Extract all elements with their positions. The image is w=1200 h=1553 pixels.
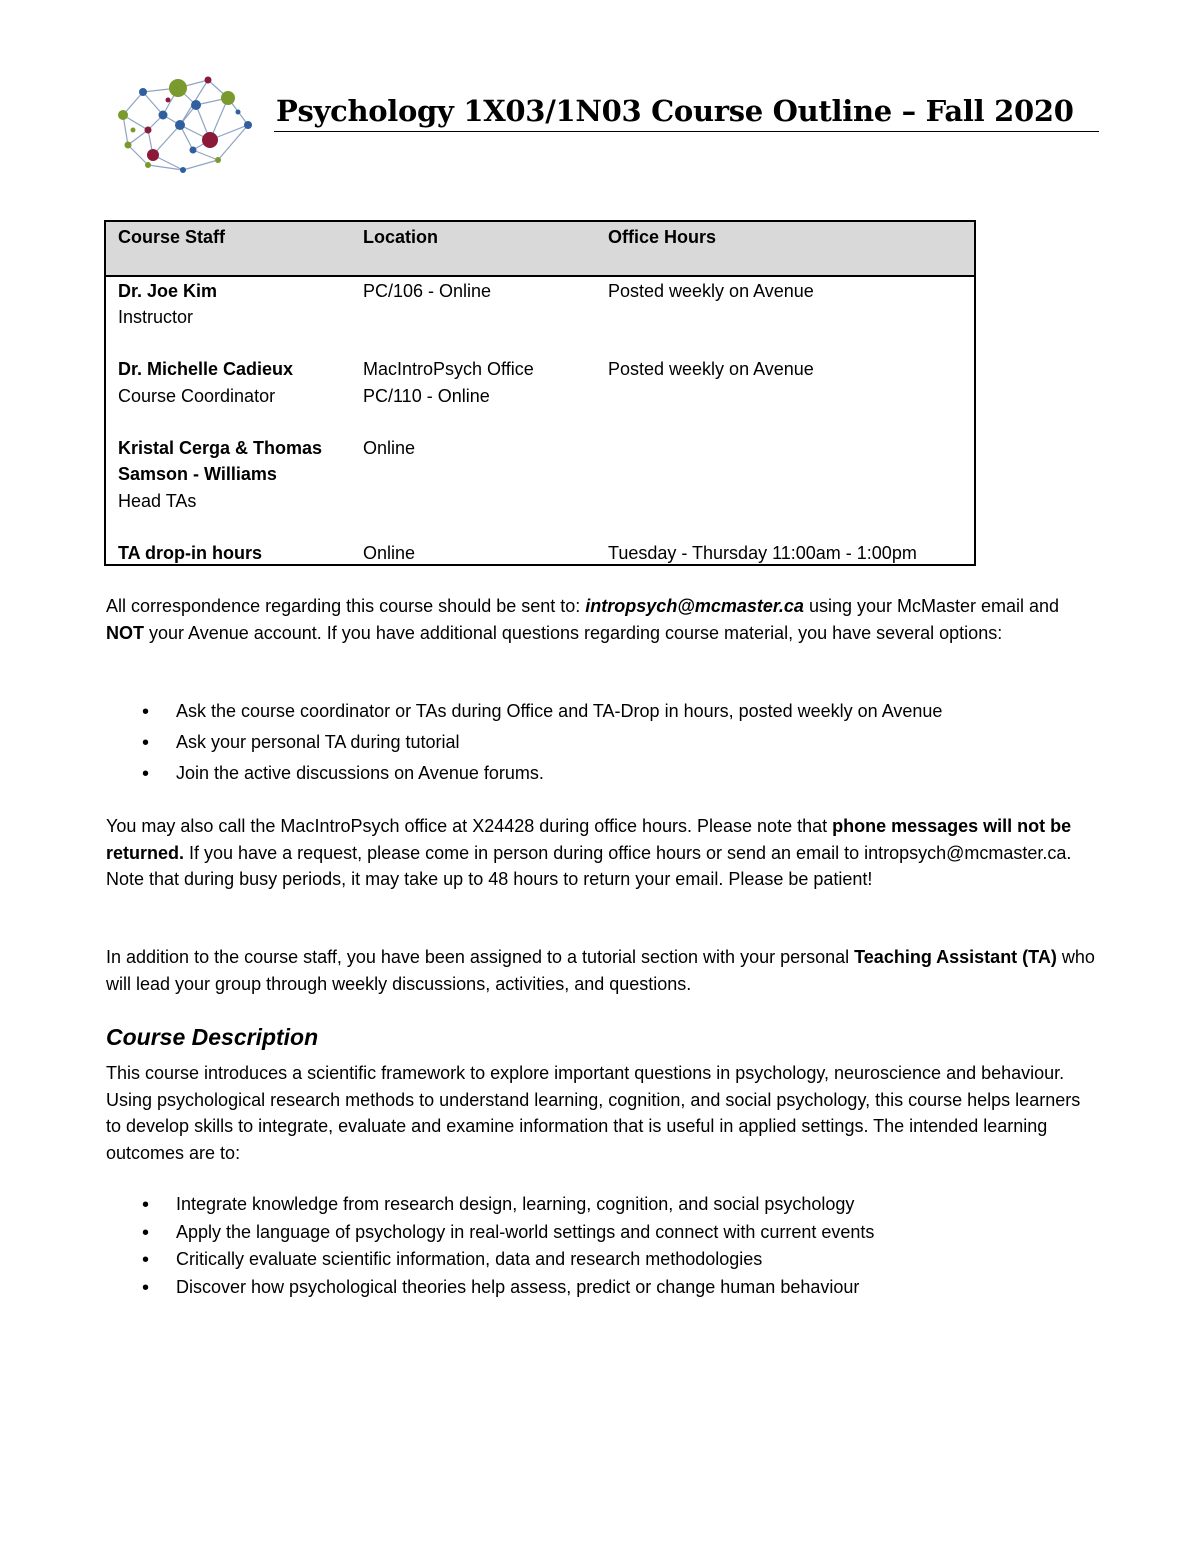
correspondence-text-end: your Avenue account. If you have additional questions regarding course material, you have several options: — [144, 622, 1003, 643]
staff-hours: Tuesday - Thursday 11:00am - 1:00pm — [608, 543, 917, 563]
correspondence-paragraph — [106, 593, 1096, 646]
title-underline — [274, 131, 1099, 132]
staff-name: TA drop-in hours — [118, 543, 262, 563]
phone-paragraph — [106, 813, 1096, 893]
learning-outcomes-list — [106, 1194, 874, 1304]
page-title: Psychology 1X03/1N03 Course Outline – Fall 2020 — [276, 94, 1074, 128]
phone-text-end: If you have a request, please come in person during office hours or send an email to intropsych@mcmaster.ca. Note that during busy periods, it may take up to 48 hours to return your email. Please be patient! — [106, 842, 1072, 889]
tutorial-paragraph — [106, 944, 1096, 997]
staff-location: PC/106 - Online — [363, 281, 492, 301]
list-item: • Ask the course coordinator or TAs during Office and TA-Drop in hours, posted weekly on Avenue — [106, 701, 942, 732]
phone-text: You may also call the MacIntroPsych office at X24428 during office hours. Please note that — [106, 816, 833, 836]
header-location: Location — [363, 227, 438, 247]
staff-name: Kristal Cerga & Thomas — [118, 438, 323, 458]
staff-location: Online — [363, 438, 416, 458]
table-header-row — [106, 222, 974, 277]
list-item: • Discover how psychological theories help assess, predict or change human behaviour — [106, 1277, 874, 1305]
phone-warning: phone messages will not be returned. — [106, 816, 1072, 863]
header-course-staff: Course Staff — [118, 227, 226, 247]
staff-name: Dr. Joe Kim — [118, 281, 218, 301]
tutorial-text: In addition to the course staff, you have been assigned to a tutorial section with your personal — [106, 947, 855, 967]
list-item: • Join the active discussions on Avenue forums. — [106, 763, 942, 794]
staff-hours: Posted weekly on Avenue — [608, 281, 814, 301]
correspondence-text: All correspondence regarding this course should be sent to: — [106, 596, 586, 616]
header-office-hours: Office Hours — [608, 227, 717, 247]
staff-location: MacIntroPsych Office — [363, 359, 534, 379]
not-emphasis: NOT — [106, 622, 144, 643]
course-email-link[interactable]: intropsych@mcmaster.ca — [585, 596, 804, 616]
course-description-heading: Course Description — [106, 1024, 319, 1050]
brain-network-logo — [108, 70, 258, 180]
staff-location: Online — [363, 543, 416, 563]
course-description-text: This course introduces a scientific framework to explore important questions in psychology, neuroscience and behaviour. Using psychological research methods to understand learning, cognition, and social psychology, this course helps learners to develop skills to integrate, evaluate and examine information that is useful in applied settings. The intended learning outcomes are to: — [106, 1063, 1081, 1163]
staff-name-line2: Samson - Williams — [118, 464, 277, 484]
tutorial-text-end: who will lead your group through weekly discussions, activities, and questions. — [106, 947, 1095, 994]
options-list — [106, 701, 942, 794]
list-item: • Ask your personal TA during tutorial — [106, 732, 942, 763]
course-staff-table — [104, 220, 976, 566]
staff-location-line2: PC/110 - Online — [363, 386, 490, 406]
staff-hours: Posted weekly on Avenue — [608, 359, 814, 379]
staff-role: Head TAs — [118, 491, 197, 511]
ta-emphasis: Teaching Assistant (TA) — [854, 947, 1057, 967]
staff-name: Dr. Michelle Cadieux — [118, 359, 294, 379]
staff-role: Instructor — [118, 307, 194, 327]
staff-role: Course Coordinator — [118, 386, 276, 406]
correspondence-text-mid: using your McMaster email and — [803, 596, 1060, 616]
list-item: • Apply the language of psychology in real-world settings and connect with current events — [106, 1222, 874, 1250]
list-item: • Integrate knowledge from research design, learning, cognition, and social psychology — [106, 1194, 874, 1222]
list-item: • Critically evaluate scientific information, data and research methodologies — [106, 1249, 874, 1277]
